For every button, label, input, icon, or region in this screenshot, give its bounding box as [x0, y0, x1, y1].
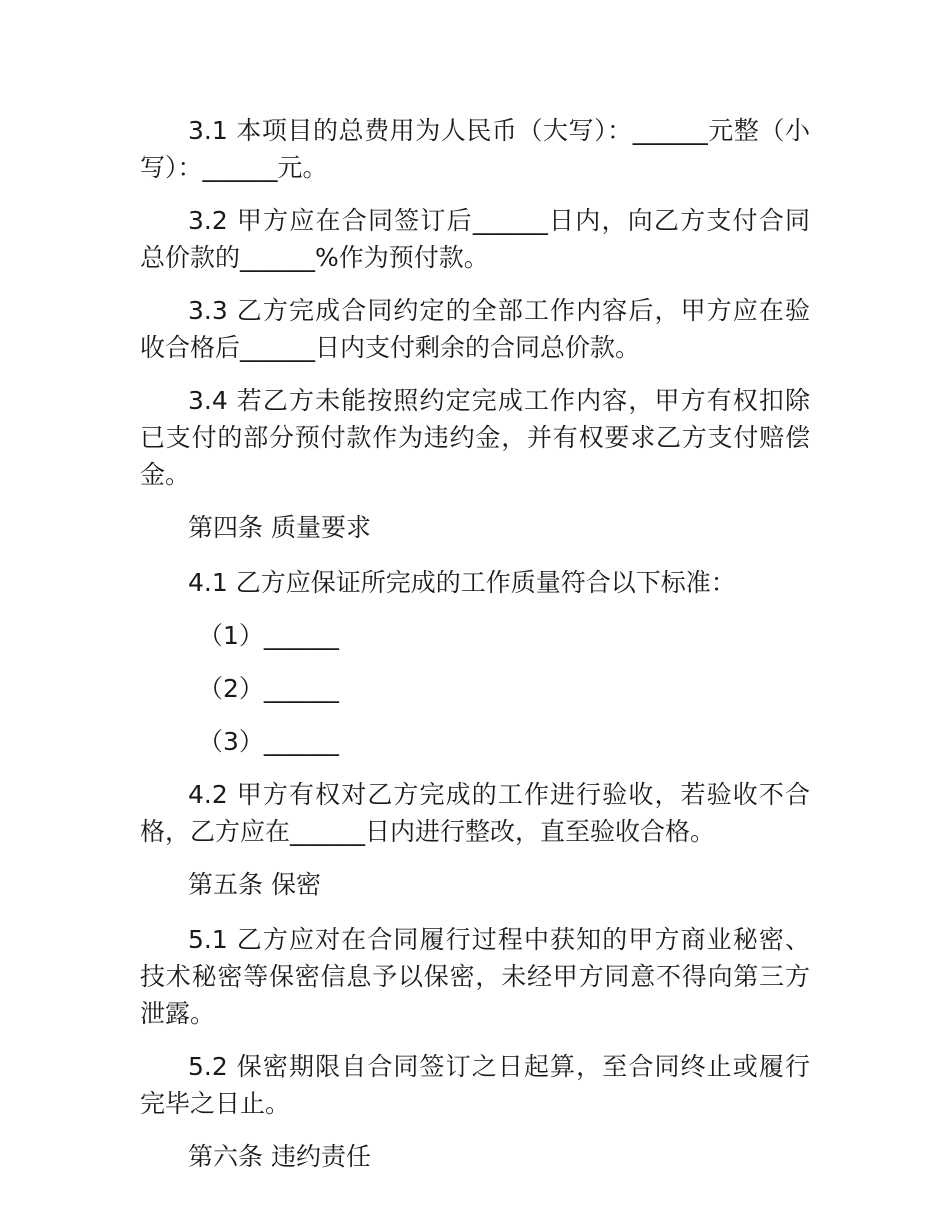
clause-5-2: 5.2 保密期限自合同签订之日起算，至合同终止或履行完毕之日止。 — [140, 1052, 810, 1118]
document-page — [140, 112, 810, 1193]
standard-item-1: （1）______ — [198, 621, 339, 650]
standard-item-3: （3）______ — [198, 727, 339, 756]
clause-3-3: 3.3 乙方完成合同约定的全部工作内容后，甲方应在验收合格后______日内支付剩余的合同总价款。 — [140, 296, 810, 362]
clause-5-1: 5.1 乙方应对在合同履行过程中获知的甲方商业秘密、技术秘密等保密信息予以保密，未经甲方同意不得向第三方泄露。 — [140, 925, 810, 1028]
clause-3-2: 3.2 甲方应在合同签订后______日内，向乙方支付合同总价款的______%作为预付款。 — [140, 206, 810, 272]
clause-3-4: 3.4 若乙方未能按照约定完成工作内容，甲方有权扣除已支付的部分预付款作为违约金，并有权要求乙方支付赔偿金。 — [140, 386, 810, 489]
section-heading-4: 第四条 质量要求 — [188, 513, 371, 542]
clause-4-1: 4.1 乙方应保证所完成的工作质量符合以下标准： — [188, 568, 736, 597]
section-heading-6: 第六条 违约责任 — [188, 1142, 371, 1171]
clause-3-1: 3.1 本项目的总费用为人民币（大写）：______元整（小写）：______元。 — [140, 116, 810, 182]
section-heading-5: 第五条 保密 — [188, 870, 321, 899]
standard-item-2: （2）______ — [198, 674, 339, 703]
clause-4-2: 4.2 甲方有权对乙方完成的工作进行验收，若验收不合格，乙方应在______日内进行整改，直至验收合格。 — [140, 780, 810, 846]
